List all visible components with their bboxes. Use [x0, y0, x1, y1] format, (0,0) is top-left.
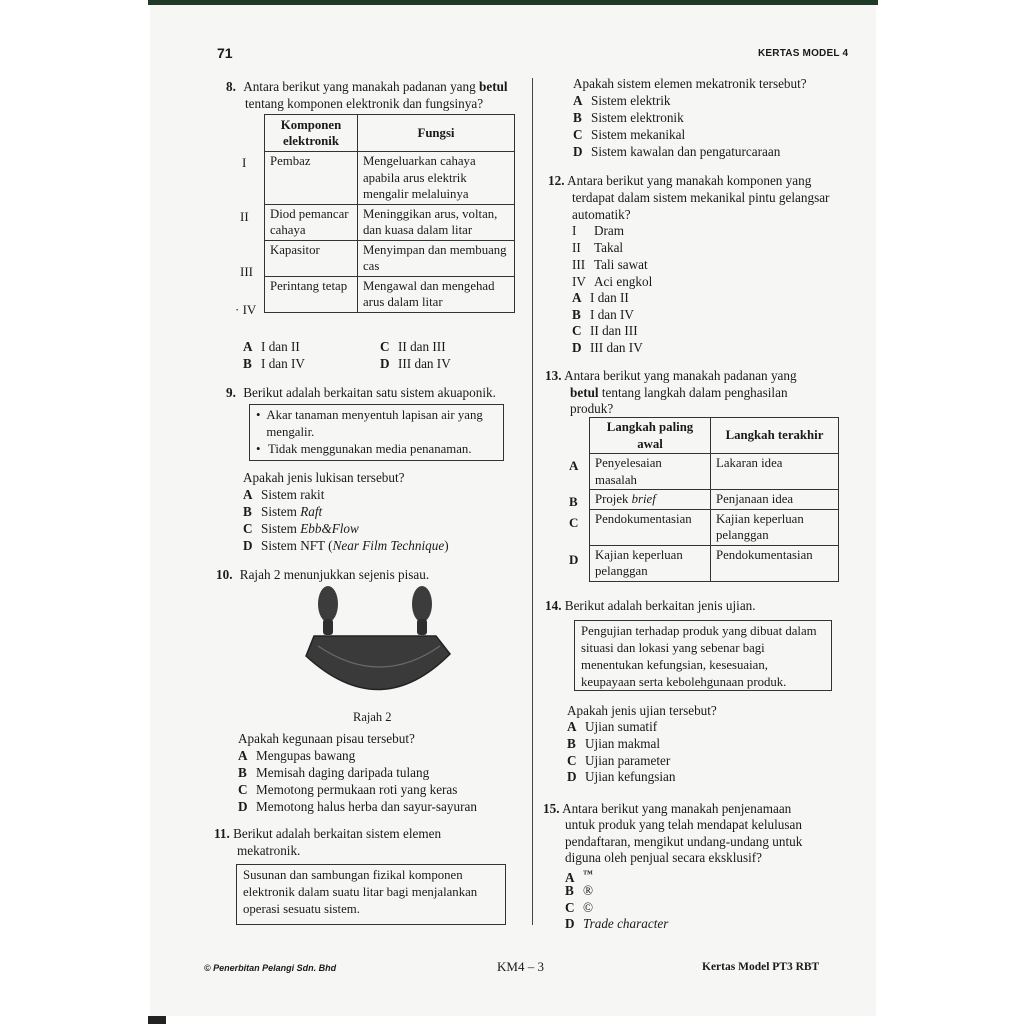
q13-header-akhir: Langkah terakhir [711, 418, 839, 454]
mezzaluna-knife-illustration [300, 584, 460, 700]
q14-stem: 14. Berikut adalah berkaitan jenis ujian. [545, 598, 756, 613]
q13-table [589, 417, 839, 582]
q10-option-a[interactable]: A Mengupas bawang [238, 748, 356, 763]
q8-row-label: II [240, 209, 249, 224]
table-row: Penyelesaian masalah Lakaran idea [590, 454, 839, 490]
q15-option-c[interactable]: C © [565, 900, 594, 915]
q12-item: I Dram [572, 223, 625, 238]
running-title: KERTAS MODEL 4 [758, 48, 849, 59]
q14-option-a[interactable]: A Ujian sumatif [567, 719, 658, 734]
q11-question: Apakah sistem elemen mekatronik tersebut? [573, 76, 807, 91]
knife-left-handle [318, 586, 338, 622]
q9-info-box [249, 404, 504, 461]
q11-info-box: Susunan dan sambungan fizikal komponen elektronik dalam suatu litar bagi menjalankan operasi sesuatu sistem. [236, 864, 506, 925]
q12-option-a[interactable]: A I dan II [572, 290, 629, 305]
q10-stem: 10. Rajah 2 menunjukkan sejenis pisau. [216, 567, 430, 582]
q9-option-c[interactable]: C Sistem Ebb&Flow [243, 521, 359, 536]
q8-row-label: I [242, 155, 247, 170]
footer-publisher: © Penerbitan Pelangi Sdn. Bhd [204, 963, 337, 973]
q10-option-c[interactable]: C Memotong permukaan roti yang keras [238, 782, 458, 797]
q12-item: IV Aci engkol [572, 274, 653, 289]
figure-caption: Rajah 2 [353, 710, 392, 724]
q14-option-c[interactable]: C Ujian parameter [567, 753, 671, 768]
knife-right-neck [417, 619, 427, 635]
q15-stem-line2: untuk produk yang telah mendapat kelulusan [565, 817, 802, 832]
q13-stem-line1: 13. Antara berikut yang manakah padanan yang [545, 368, 797, 383]
q8-option-b[interactable]: B I dan IV [243, 356, 305, 371]
table-row: Kajian keperluan pelanggan Pendokumentasian [590, 545, 839, 581]
q13-header-awal: Langkah paling awal [590, 418, 711, 454]
q13-stem-line2: betul tentang langkah dalam penghasilan [570, 385, 788, 400]
q12-option-d[interactable]: D III dan IV [572, 340, 643, 355]
q9-stem: 9. Berikut adalah berkaitan satu sistem akuaponik. [226, 385, 496, 400]
q8-row-label: · IV [235, 302, 257, 317]
q11-option-a[interactable]: A Sistem elektrik [573, 93, 671, 108]
q12-option-b[interactable]: B I dan IV [572, 307, 634, 322]
q12-stem-line2: terdapat dalam sistem mekanikal pintu gelangsar [572, 190, 830, 205]
knife-right-handle [412, 586, 432, 622]
q14-question: Apakah jenis ujian tersebut? [567, 703, 717, 718]
bullet-item: • Tidak menggunakan media penanaman. [256, 442, 472, 456]
q15-option-d[interactable]: D Trade character [565, 916, 669, 931]
q8-header-fungsi: Fungsi [358, 115, 515, 152]
q9-option-d[interactable]: D Sistem NFT (Near Film Technique) [243, 538, 449, 553]
q13-row-label: B [569, 494, 578, 509]
q10-question: Apakah kegunaan pisau tersebut? [238, 731, 415, 746]
q8-stem-line2: tentang komponen elektronik dan fungsinya? [245, 96, 484, 111]
q8-option-a[interactable]: A I dan II [243, 339, 300, 354]
q9-question: Apakah jenis lukisan tersebut? [243, 470, 405, 485]
q12-option-c[interactable]: C II dan III [572, 323, 638, 338]
table-row: Perintang tetap Mengawal dan mengehad arus dalam litar [265, 276, 515, 312]
q15-option-a[interactable]: A ™ [565, 869, 593, 886]
q11-option-d[interactable]: D Sistem kawalan dan pengaturcaraan [573, 144, 781, 159]
q13-row-label: C [569, 515, 579, 530]
q12-item: III Tali sawat [572, 257, 648, 272]
q13-stem-line3: produk? [570, 401, 614, 416]
q13-row-label: A [569, 458, 579, 473]
table-row: Pembaz Mengeluarkan cahaya apabila arus elektrik mengalir melaluinya [265, 152, 515, 205]
column-divider [532, 78, 533, 925]
q15-stem-line3: pendaftaran, mengikut undang-undang untuk [565, 834, 803, 849]
page-number: 71 [217, 45, 233, 61]
q15-stem-line4: diguna oleh penjual secara eksklusif? [565, 850, 763, 865]
q14-info-box: Pengujian terhadap produk yang dibuat dalam situasi dan lokasi yang sebenar bagi menentukan kefungsian, kesesuaian, keupayaan serta kebolehgunaan produk. [574, 620, 832, 691]
q8-stem-line1: 8. Antara berikut yang manakah padanan yang betul [226, 79, 508, 94]
q14-option-d[interactable]: D Ujian kefungsian [567, 769, 676, 784]
q15-stem-line1: 15. Antara berikut yang manakah penjenamaan [543, 801, 792, 816]
scan-bottom-edge [148, 1016, 166, 1024]
q12-item: II Takal [572, 240, 624, 255]
q8-header-komponen: Komponen elektronik [265, 115, 358, 152]
footer-book-title: Kertas Model PT3 RBT [702, 961, 820, 973]
q11-option-b[interactable]: B Sistem elektronik [573, 110, 684, 125]
footer-page-code: KM4 – 3 [497, 959, 544, 974]
q11-stem-line1: 11. Berikut adalah berkaitan sistem elemen [214, 826, 442, 841]
q9-option-a[interactable]: A Sistem rakit [243, 487, 325, 502]
table-row: Projek brief Penjanaan idea [590, 490, 839, 510]
q12-stem-line3: automatik? [572, 207, 631, 222]
table-row: Kapasitor Menyimpan dan membuang cas [265, 240, 515, 276]
q11-option-c[interactable]: C Sistem mekanikal [573, 127, 686, 142]
table-row: Diod pemancar cahaya Meninggikan arus, voltan, dan kuasa dalam litar [265, 204, 515, 240]
q8-option-d[interactable]: D III dan IV [380, 356, 451, 371]
q13-row-label: D [569, 552, 579, 567]
q15-option-b[interactable]: B ® [565, 883, 594, 898]
q8-table [264, 114, 515, 313]
q11-stem-line2: mekatronik. [237, 843, 301, 858]
q10-option-d[interactable]: D Memotong halus herba dan sayur-sayuran [238, 799, 477, 814]
q8-option-c[interactable]: C II dan III [380, 339, 446, 354]
knife-left-neck [323, 619, 333, 635]
q8-row-label: III [240, 264, 253, 279]
bullet-item: • Akar tanaman menyentuh lapisan air yang mengalir. [256, 408, 483, 439]
q12-stem-line1: 12. Antara berikut yang manakah komponen yang [548, 173, 812, 188]
knife-curved-blade [306, 636, 450, 690]
q14-option-b[interactable]: B Ujian makmal [567, 736, 661, 751]
table-row: Pendokumentasian Kajian keperluan pelanggan [590, 509, 839, 545]
q10-option-b[interactable]: B Memisah daging daripada tulang [238, 765, 430, 780]
q9-option-b[interactable]: B Sistem Raft [243, 504, 323, 519]
